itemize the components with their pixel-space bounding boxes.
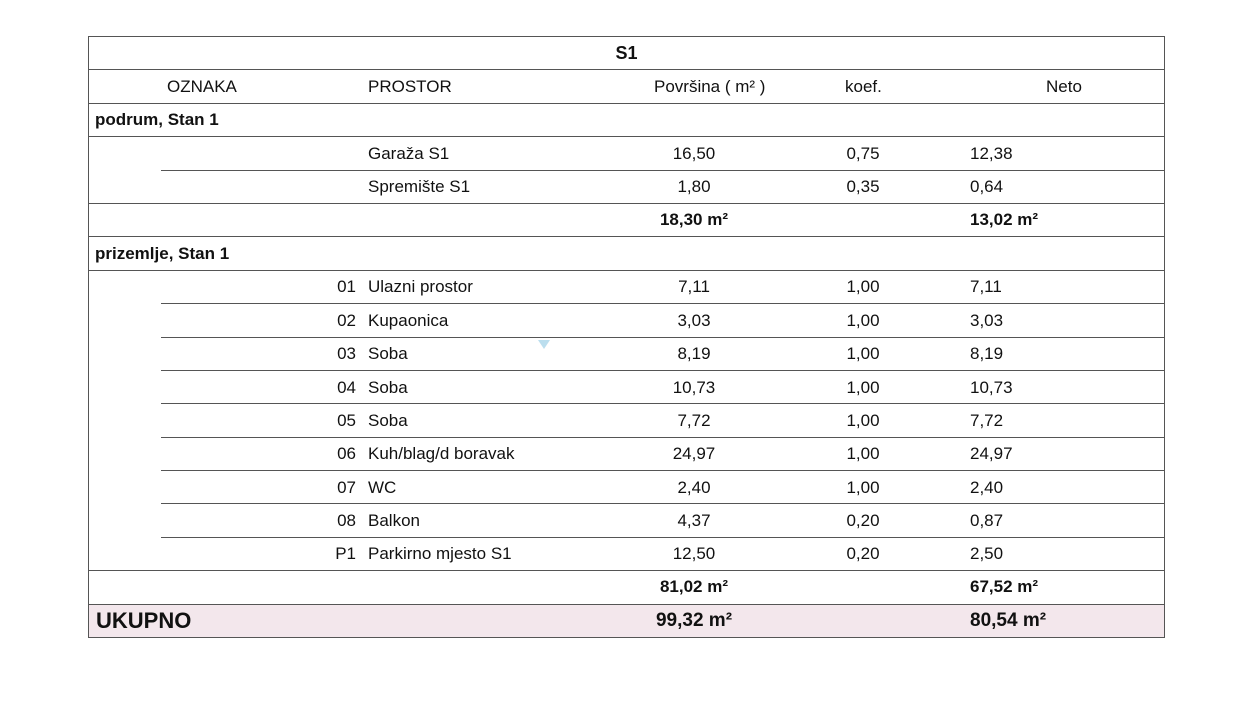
- table-row: [89, 538, 1164, 571]
- room-name: Garaža S1: [368, 143, 450, 163]
- subtotal-neto: 67,52 m²: [970, 577, 1039, 597]
- room-neto: 7,11: [970, 277, 1002, 297]
- table-row: [89, 338, 1164, 371]
- room-neto: 2,50: [970, 544, 1004, 564]
- section-label: prizemlje, Stan 1: [95, 243, 230, 263]
- table-row: [89, 471, 1164, 504]
- room-koef: 0,35: [846, 176, 880, 196]
- subtotal-povrsina: 81,02 m²: [659, 577, 729, 597]
- room-code: 06: [337, 444, 356, 464]
- room-koef: 0,20: [846, 544, 880, 564]
- subtotal-povrsina: 18,30 m²: [659, 210, 729, 230]
- subtotal-row: [89, 571, 1164, 604]
- room-code: 04: [337, 377, 356, 397]
- room-neto: 10,73: [970, 377, 1013, 397]
- room-neto: 24,97: [970, 444, 1013, 464]
- room-koef: 1,00: [846, 344, 880, 364]
- room-name: Soba: [368, 377, 408, 397]
- room-koef: 0,75: [846, 143, 880, 163]
- grand-total-row: [89, 605, 1164, 638]
- room-koef: 1,00: [846, 477, 880, 497]
- room-koef: 1,00: [846, 444, 880, 464]
- room-code: 02: [337, 310, 356, 330]
- room-name: Spremište S1: [368, 176, 471, 196]
- table-row: [89, 438, 1164, 471]
- header-povrsina: Površina ( m² ): [654, 76, 766, 96]
- room-code: 05: [337, 410, 356, 430]
- room-code: 07: [337, 477, 356, 497]
- room-name: WC: [368, 477, 397, 497]
- room-koef: 1,00: [846, 377, 880, 397]
- room-code: 08: [337, 511, 356, 531]
- room-name: Balkon: [368, 511, 420, 531]
- subtotal-row: [89, 204, 1164, 237]
- grand-total-povrsina: 99,32 m²: [655, 609, 733, 631]
- room-neto: 7,72: [970, 410, 1004, 430]
- table-row: [89, 171, 1164, 204]
- grand-total-label: UKUPNO: [96, 607, 192, 633]
- room-povrsina: 3,03: [677, 310, 711, 330]
- room-neto: 2,40: [970, 477, 1004, 497]
- room-koef: 0,20: [846, 511, 880, 531]
- table-title-row: [89, 37, 1164, 70]
- subtotal-neto: 13,02 m²: [970, 210, 1039, 230]
- room-neto: 0,64: [970, 176, 1004, 196]
- table-title: S1: [615, 42, 638, 63]
- header-prostor: PROSTOR: [368, 76, 452, 96]
- header-neto: Neto: [1046, 76, 1082, 96]
- room-neto: 8,19: [970, 344, 1004, 364]
- room-code: 03: [337, 344, 356, 364]
- room-name: Kupaonica: [368, 310, 449, 330]
- room-povrsina: 1,80: [677, 176, 711, 196]
- room-code: 01: [337, 277, 356, 297]
- room-name: Kuh/blag/d boravak: [368, 444, 515, 464]
- table-row: [89, 404, 1164, 437]
- room-name: Parkirno mjesto S1: [368, 544, 512, 564]
- room-neto: 0,87: [970, 511, 1004, 531]
- section-row: [89, 104, 1164, 137]
- room-name: Soba: [368, 344, 408, 364]
- section-row: [89, 237, 1164, 270]
- watermark-arrow-icon: [538, 340, 550, 349]
- room-neto: 3,03: [970, 310, 1004, 330]
- room-neto: 12,38: [970, 143, 1013, 163]
- grand-total-neto: 80,54 m²: [970, 609, 1047, 631]
- room-koef: 1,00: [846, 310, 880, 330]
- room-povrsina: 2,40: [677, 477, 711, 497]
- header-row: [89, 70, 1164, 103]
- room-povrsina: 8,19: [677, 344, 711, 364]
- header-koef: koef.: [845, 76, 882, 96]
- table-row: [89, 371, 1164, 404]
- table-row: [89, 304, 1164, 337]
- room-koef: 1,00: [846, 277, 880, 297]
- section-label: podrum, Stan 1: [95, 109, 219, 129]
- table-row: [89, 271, 1164, 304]
- room-povrsina: 10,73: [672, 377, 716, 397]
- room-povrsina: 7,72: [677, 410, 711, 430]
- header-oznaka: OZNAKA: [167, 76, 237, 96]
- room-povrsina: 16,50: [672, 143, 716, 163]
- room-koef: 1,00: [846, 410, 880, 430]
- room-name: Ulazni prostor: [368, 277, 473, 297]
- table-body: [89, 104, 1164, 605]
- room-name: Soba: [368, 410, 408, 430]
- room-povrsina: 12,50: [672, 544, 716, 564]
- room-povrsina: 4,37: [677, 511, 711, 531]
- room-povrsina: 24,97: [672, 444, 716, 464]
- table-row: [89, 504, 1164, 537]
- table-row: [89, 137, 1164, 170]
- area-table: [88, 36, 1165, 638]
- room-code: P1: [335, 544, 356, 564]
- room-povrsina: 7,11: [678, 277, 710, 297]
